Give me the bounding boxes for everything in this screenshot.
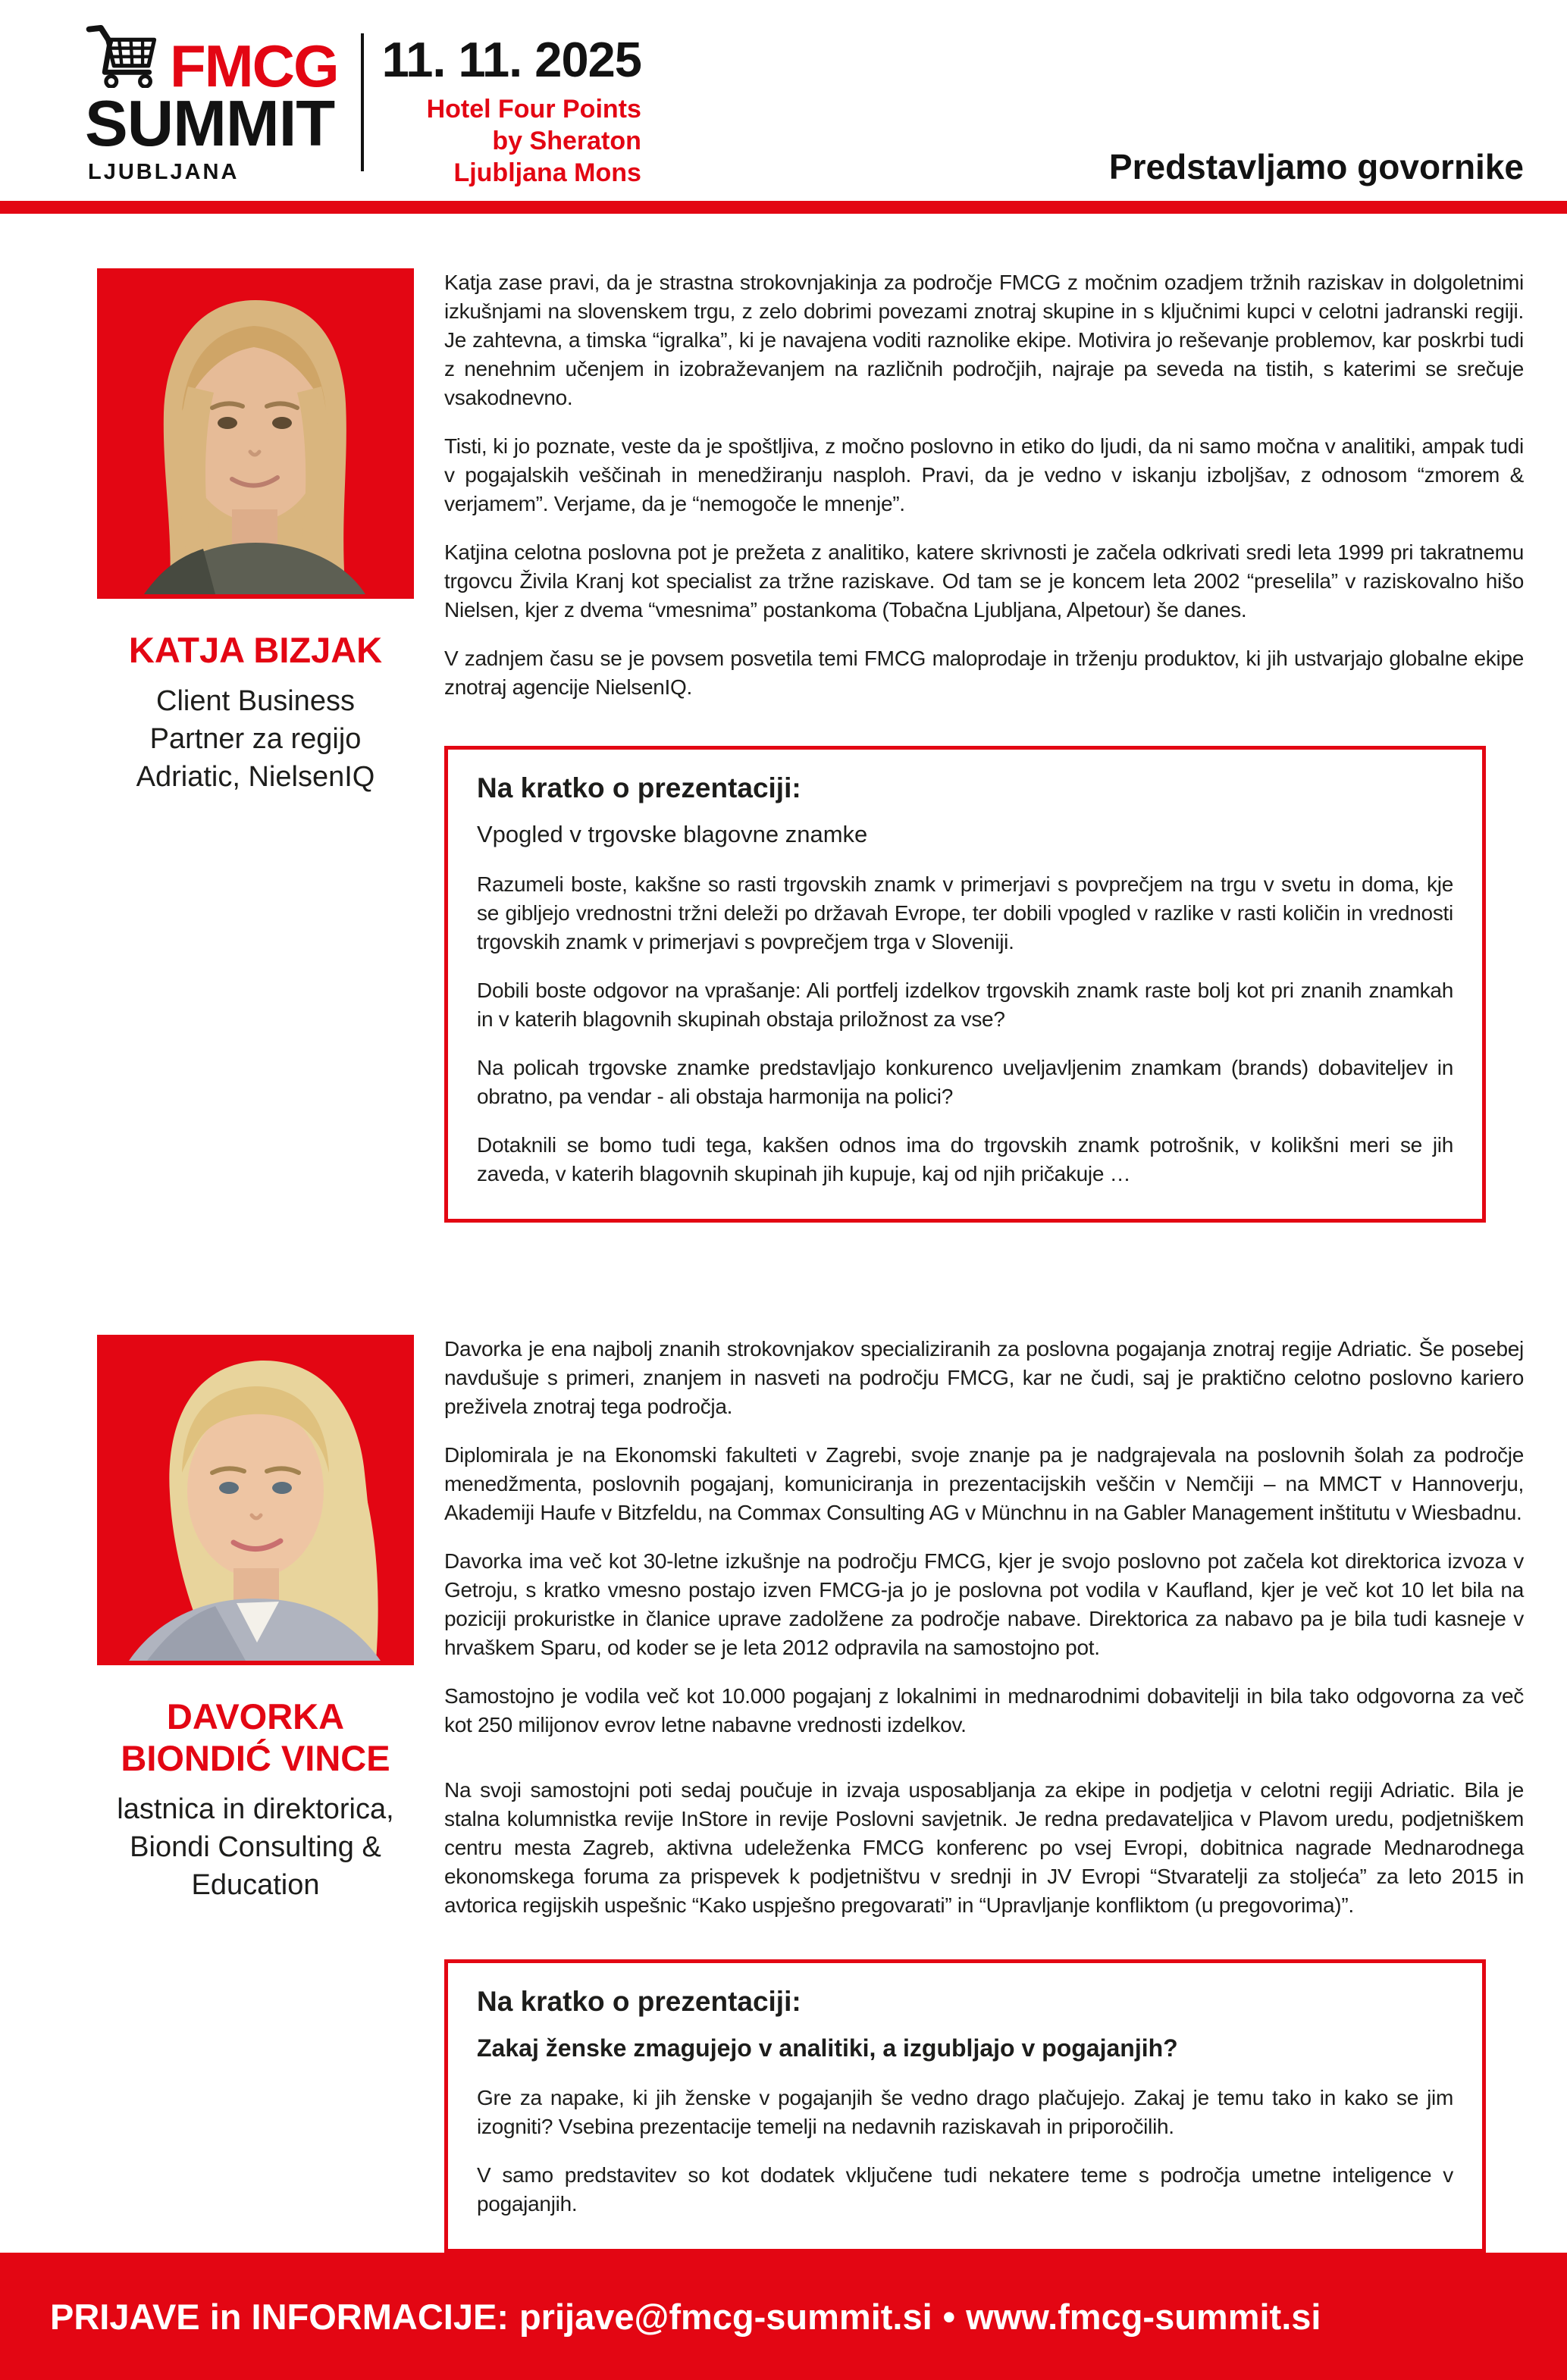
cart-icon — [85, 23, 164, 88]
venue-line: by Sheraton — [492, 127, 641, 156]
presentation-paragraph: V samo predstavitev so kot dodatek vključene tudi nekatere teme s področja umetne inteligence v pogajanjih. — [477, 2163, 1453, 2216]
bio-paragraph: Na svoji samostojni poti sedaj poučuje in izvaja usposabljanja za ekipe in podjetja v celotni regiji Adriatic. Bila je stalna kolumnistka revije InStore in revije Poslovni savjetnik. Je redna predavateljica v Plavom uredu, podjetniškem centru mesta Zagreb, aktivna udeleženka FMCG konferenc po vsej Evropi, dobitnica nagrade Mednarodnega ekonomskega foruma za prispevek k podjetništvu v srednji in JV Evropi “Stvaratelji za stoljeća” za leto 2015 in avtorica regijskih uspešnic “Kako uspješno pregovarati” in “Upravljanje konfliktom (u pregovorima)”. — [444, 1777, 1524, 1917]
logo-brand-summit: SUMMIT — [85, 88, 335, 160]
event-date-block — [381, 32, 641, 189]
davorka-portrait-illustration — [102, 1339, 409, 1661]
venue-line: Hotel Four Points — [426, 95, 641, 124]
katja-portrait-illustration — [102, 273, 409, 594]
logo-top-row — [85, 23, 338, 100]
speaker-left-column — [97, 1335, 414, 2253]
page-header — [0, 0, 1567, 201]
bio-paragraph: Samostojno je vodila več kot 10.000 pogajanj z lokalnimi in mednarodnimi dobavitelji in bila tako odgovorna za več kot 250 milijonov evrov letne nabavne vrednosti izdelkov. — [444, 1683, 1524, 1736]
bio-paragraph: Diplomirala je na Ekonomski fakulteti v Zagrebi, svoje znanje pa je nadgrajevala na poslovnih šolah za področje menedžmenta, poslovnih pogajanj, komuniciranja in prezentacijskih veščin v Nemčiji – na MMCT v Hannoverju, Akademiji Haufe v Bitzfeldu, na Commax Consulting AG v Münchnu in na Gabler Management inštitutu v Wiesbadnu. — [444, 1442, 1524, 1524]
presentation-subtitle: Vpogled v trgovske blagovne znamke — [477, 821, 868, 848]
venue-line: Ljubljana Mons — [453, 158, 641, 188]
event-venue — [382, 93, 641, 189]
main-content — [0, 214, 1567, 2253]
header-rule — [0, 201, 1567, 214]
speaker-left-column — [97, 268, 414, 1222]
bio-paragraph: Tisti, ki jo poznate, veste da je spoštljiva, z močno poslovno in etiko do ljudi, da ni samo močna v analitiki, ampak tudi v pogajalskih veščinah in menedžiranju nasploh. Pravi, da je vedno v iskanju izboljšav, z odnosom “zmorem & verjamem”. Verjame, da je “nemogoče le mnenje”. — [444, 434, 1524, 516]
presentation-box — [444, 1959, 1486, 2253]
presentation-paragraph: Dotaknili se bomo tudi tega, kakšen odnos ima do trgovskih znamk potrošnik, v kolikšni meri se jih zaveda, v katerih blagovnih skupinah jih kupuje, kaj od njih pričakuje … — [477, 1132, 1453, 1185]
bio-paragraph: Katja zase pravi, da je strastna strokovnjakinja za področje FMCG z močnim ozadjem tržnih raziskav in dolgoletnimi izkušnjami na slovenskem trgu, z zelo dobrimi povezami znotraj skupine in s ključnimi kupci v celotni jadranski regiji. Je zahtevna, a timska “igralka”, ki je navajena voditi raznolike ekipe. Motivira jo reševanje problemov, kar poskrbi tudi z nenehnim učenjem in izobraževanjem na različnih področjih, najraje pa seveda na tistih, s katerimi se srečuje vsakodnevno. — [444, 271, 1524, 410]
speaker-bio — [444, 268, 1524, 702]
header-divider — [361, 33, 364, 171]
bio-paragraph: Katjina celotna poslovna pot je prežeta z analitiko, katere skrivnosti je začela odkrivati sredi leta 1999 pri takratnemu trgovcu Živila Kranj kot specialist za tržne raziskave. Od tam se je koncem leta 2002 “preselila” v raziskovalno hišo Nielsen, kjer z dvema “vmesnima” postankoma (Tobačna Ljubljana, Alpetour) še danes. — [444, 540, 1524, 622]
speaker-right-column — [444, 268, 1524, 1222]
speaker-photo — [97, 1335, 414, 1665]
speaker-section-davorka-biondic-vince — [97, 1335, 1524, 2253]
bio-paragraph: Davorka ima več kot 30-letne izkušnje na področju FMCG, kjer je svojo poslovno pot začela kot direktorica izvoza v Getroju, s kratko vmesno postajo izven FMCG-ja jo je poslovna pot vodila v Kaufland, kjer je več kot 10 let bila na poziciji prokuristke in članice uprave zadolžene za področje nabave. Direktorica za nabavo pa je bila tudi kasneje v hrvaškem Sparu, od koder se je leta 2012 odpravila na samostojno pot. — [444, 1549, 1524, 1659]
presentation-heading: Na kratko o prezentaciji: — [477, 772, 801, 804]
footer-separator: • — [942, 2296, 956, 2337]
presentation-paragraph: Gre za napake, ki jih ženske v pogajanjih še vedno drago plačujejo. Zakaj je temu tako in kako se jim izogniti? Vsebina prezentacije temelji na nedavnih raziskavah in priporočilih. — [477, 2086, 1453, 2139]
presentation-subtitle: Zakaj ženske zmagujejo v analitiki, a izgubljajo v pogajanjih? — [477, 2034, 1178, 2062]
speaker-photo — [97, 268, 414, 599]
bio-paragraph: V zadnjem času se je povsem posvetila temi FMCG maloprodaje in trženju produktov, ki jih ustvarjajo globalne ekipe znotraj agencije NielsenIQ. — [444, 647, 1524, 700]
page-title: Predstavljamo govornike — [1108, 147, 1524, 187]
event-date: 11. 11. 2025 — [381, 32, 641, 87]
speaker-name: DAVORKA BIONDIĆ VINCE — [121, 1696, 390, 1779]
presentation-paragraph: Razumeli boste, kakšne so rasti trgovskih znamk v primerjavi s povprečjem na trgu v svetu in doma, kje se gibljejo vrednostni tržni deleži po državah Evrope, ter dobili vpogled v razlike v rasti količin in vrednosti trgovskih znamk v primerjavi s povprečjem trga v Sloveniji. — [477, 872, 1453, 954]
presentation-paragraph: Dobili boste odgovor na vprašanje: Ali portfelj izdelkov trgovskih znamk raste bolj kot pri znanih znamkah in v katerih blagovnih skupinah obstaja priložnost za vse? — [477, 978, 1453, 1031]
footer-email-link[interactable]: prijave@fmcg-summit.si — [519, 2296, 932, 2337]
logo-city-label: LJUBLJANA — [88, 159, 240, 184]
footer-label: PRIJAVE in INFORMACIJE: — [50, 2296, 509, 2337]
speaker-right-column — [444, 1335, 1524, 2253]
speaker-bio — [444, 1335, 1524, 1920]
presentation-box — [444, 746, 1486, 1222]
footer-bar — [0, 2253, 1567, 2380]
speaker-section-katja-bizjak — [97, 268, 1524, 1222]
fmcg-summit-logo — [85, 23, 338, 185]
speaker-title: lastnica in direktorica, Biondi Consulting & Education — [117, 1793, 394, 1901]
presentation-heading: Na kratko o prezentaciji: — [477, 1985, 801, 2017]
logo-brand-fmcg: FMCG — [170, 33, 338, 100]
speaker-title: Client Business Partner za regijo Adriatic, NielsenIQ — [136, 684, 375, 794]
speaker-name: KATJA BIZJAK — [128, 630, 383, 671]
bio-paragraph: Davorka je ena najbolj znanih strokovnjakov specializiranih za poslovna pogajanja znotraj regije Adriatic. Še posebej navdušuje s primeri, znanjem in nasveti na področju FMCG, kar ne čudi, saj je praktično celotno poslovno kariero preživela znotraj tega področja. — [444, 1336, 1524, 1418]
presentation-paragraph: Na policah trgovske znamke predstavljajo konkurenco uveljavljenim znamkam (brands) dobaviteljev in obratno, pa vendar - ali obstaja harmonija na polici? — [477, 1055, 1453, 1108]
footer-website-link[interactable]: www.fmcg-summit.si — [966, 2296, 1321, 2337]
